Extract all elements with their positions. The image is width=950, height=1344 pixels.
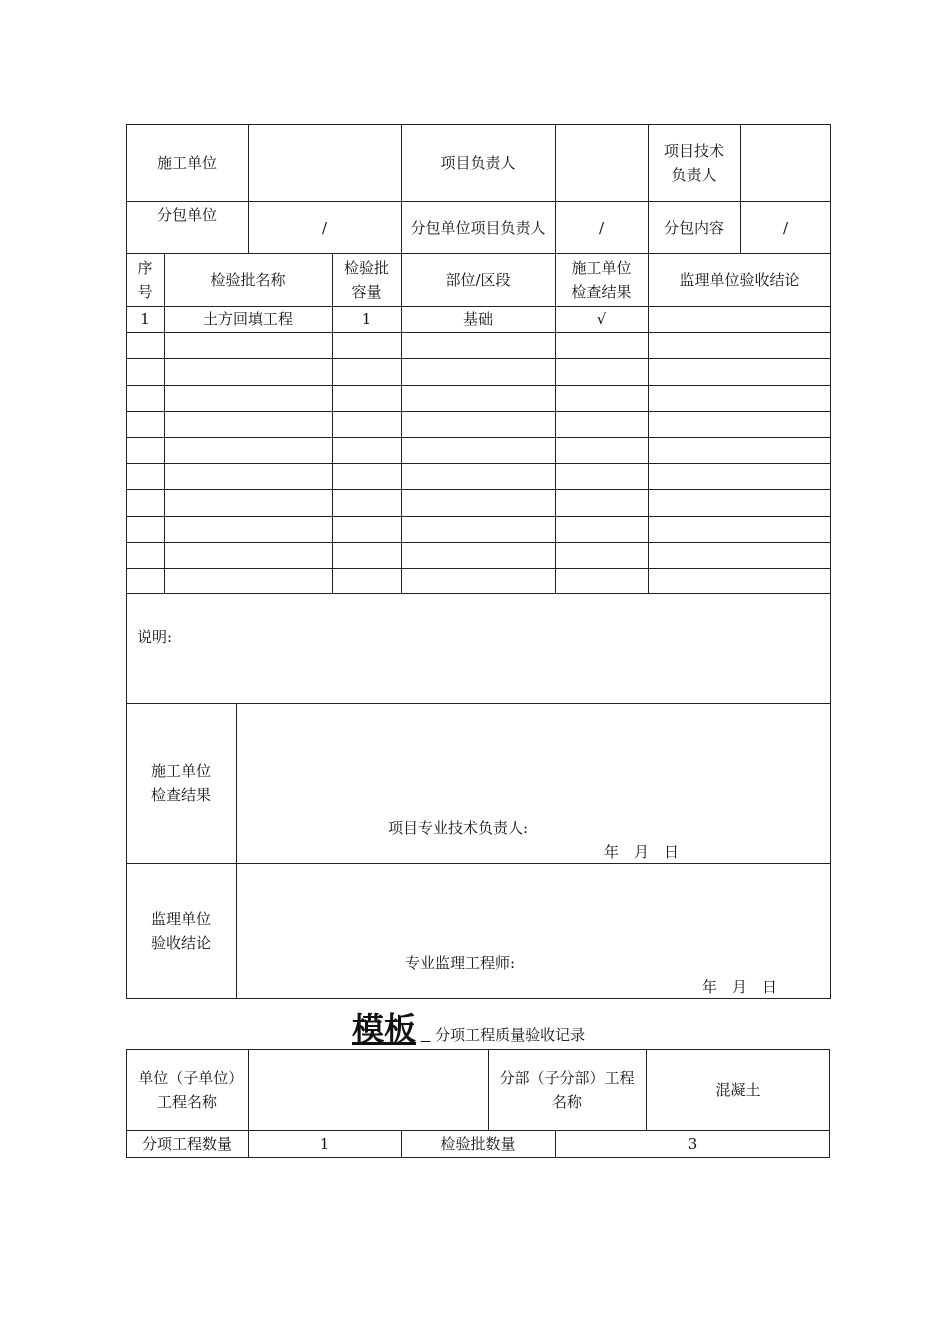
division-name-value: 混凝土 [715, 1080, 761, 1099]
table-cell [555, 437, 648, 463]
tech-manager-label: 项目技术负责人 [663, 141, 724, 184]
table-cell [126, 358, 164, 384]
construction-check-signer: 项目专业技术负责人: [388, 819, 529, 837]
table-cell [126, 437, 164, 463]
table-cell [555, 516, 648, 542]
supervision-check-date: 年 月 日 [702, 978, 778, 996]
table-cell [555, 489, 648, 515]
subitem-count-label: 分项工程数量 [141, 1135, 232, 1153]
table-cell [401, 516, 555, 542]
table-cell [126, 332, 164, 358]
division-name-label: 分部（子分部）工程名称 [499, 1068, 635, 1111]
second-title [352, 1004, 585, 1050]
column-header: 序号 [137, 258, 153, 301]
table-cell [401, 358, 555, 384]
table-cell [126, 516, 164, 542]
table-cell [555, 568, 648, 594]
table-cell [126, 489, 164, 515]
second-title-big: 模板 [352, 1010, 417, 1048]
table-cell [555, 358, 648, 384]
tech-manager-value [740, 124, 831, 201]
table-cell [401, 437, 555, 463]
table-cell [126, 568, 164, 594]
table-cell [126, 385, 164, 411]
table-cell [648, 516, 831, 542]
supervision-check-label-line1: 监理单位 [150, 910, 211, 928]
table-cell [164, 332, 332, 358]
project-manager-label: 项目负责人 [440, 153, 516, 172]
column-header: 检验批名称 [210, 270, 286, 289]
sub-manager-value: / [598, 218, 605, 237]
table-cell [332, 385, 401, 411]
table-cell [164, 516, 332, 542]
table-cell [164, 411, 332, 437]
table-cell [332, 542, 401, 568]
table-cell [164, 568, 332, 594]
column-header: 部位/区段 [445, 270, 511, 289]
supervision-check-label [126, 863, 236, 999]
section-col-line [236, 703, 237, 999]
table-cell: √ [596, 310, 607, 329]
table-cell [164, 437, 332, 463]
construction-unit-value [248, 124, 401, 201]
batch-count-value: 3 [687, 1135, 698, 1153]
column-header: 施工单位检查结果 [571, 258, 632, 301]
table-cell [401, 568, 555, 594]
table-cell [555, 542, 648, 568]
supervision-check-label-line2: 验收结论 [150, 934, 211, 952]
table-cell [332, 489, 401, 515]
subcontractor-value: / [321, 218, 328, 237]
project-manager-value [555, 124, 648, 201]
table-cell [164, 463, 332, 489]
table-cell [164, 542, 332, 568]
construction-check-label-line2: 检查结果 [150, 786, 211, 804]
table-cell [648, 385, 831, 411]
column-header: 检验批容量 [343, 258, 389, 301]
sub-content-label: 分包内容 [663, 218, 724, 237]
table-cell [126, 542, 164, 568]
table-cell [555, 463, 648, 489]
table-cell [401, 489, 555, 515]
second-title-rest: 分项工程质量验收记录 [435, 1026, 586, 1044]
notes-label: 说明: [137, 628, 173, 646]
sub-manager-label: 分包单位项目负责人 [410, 218, 546, 237]
table-cell: 土方回填工程 [202, 310, 293, 329]
table-cell [648, 306, 831, 332]
table-cell [164, 385, 332, 411]
construction-check-label [126, 703, 236, 863]
table-cell [648, 463, 831, 489]
table-cell [126, 463, 164, 489]
table-cell [648, 437, 831, 463]
subcontractor-label: 分包单位 [156, 206, 217, 224]
table-cell [332, 332, 401, 358]
second-title-underline-gap [421, 1026, 431, 1044]
construction-check-label-line1: 施工单位 [150, 762, 211, 780]
construction-unit-label: 施工单位 [156, 153, 217, 172]
unit-name-value [248, 1049, 488, 1130]
table-cell [648, 542, 831, 568]
table-cell [401, 542, 555, 568]
table-cell [401, 332, 555, 358]
table-cell [555, 411, 648, 437]
table-cell [648, 332, 831, 358]
subitem-count-value: 1 [319, 1135, 330, 1153]
table-cell [332, 463, 401, 489]
table-cell [555, 385, 648, 411]
table-cell [401, 385, 555, 411]
column-header: 监理单位验收结论 [679, 270, 800, 289]
table-cell [332, 411, 401, 437]
batch-count-label: 检验批数量 [440, 1135, 516, 1153]
supervision-check-signer: 专业监理工程师: [405, 954, 516, 972]
table-cell [126, 411, 164, 437]
table-cell [332, 437, 401, 463]
table-cell [332, 568, 401, 594]
table-cell [555, 332, 648, 358]
construction-check-date: 年 月 日 [604, 843, 680, 861]
table-cell: 1 [140, 310, 150, 329]
table-cell [401, 463, 555, 489]
table-cell [401, 411, 555, 437]
table-cell [332, 358, 401, 384]
table-cell: 基础 [462, 310, 493, 329]
table-cell [164, 358, 332, 384]
sub-content-value: / [782, 218, 789, 237]
table-cell [332, 516, 401, 542]
table-cell: 1 [361, 310, 372, 329]
unit-name-label: 单位（子单位）工程名称 [138, 1068, 236, 1111]
table-cell [648, 568, 831, 594]
table-cell [648, 358, 831, 384]
table-cell [648, 489, 831, 515]
table-cell [648, 411, 831, 437]
table-cell [164, 489, 332, 515]
